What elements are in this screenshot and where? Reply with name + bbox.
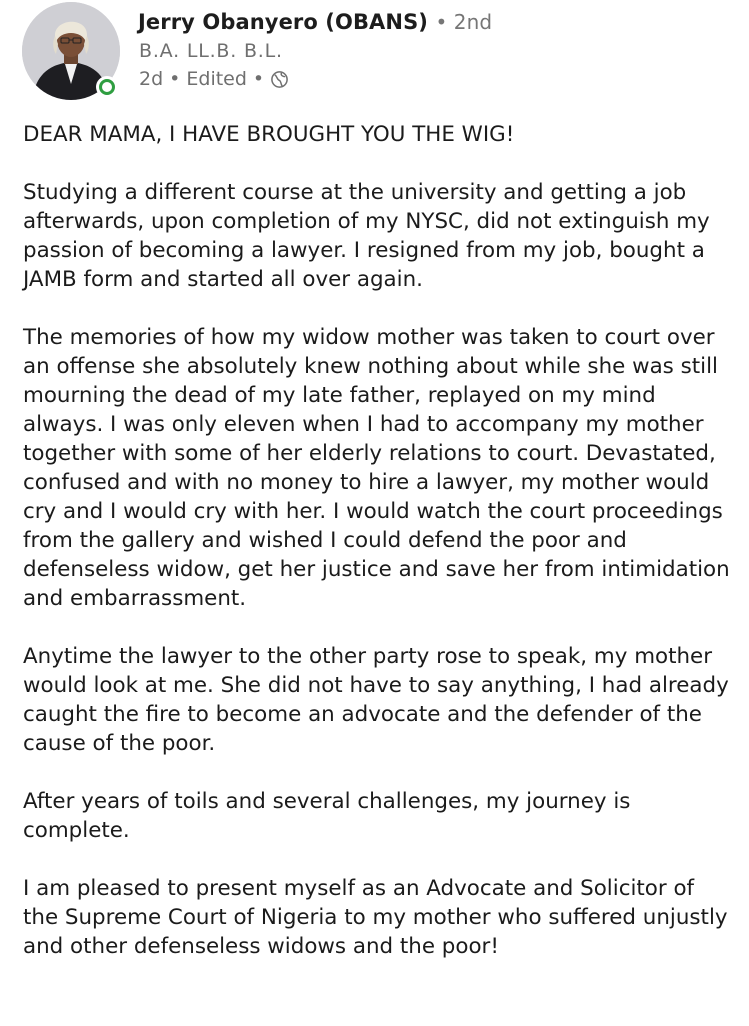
edited-label: Edited <box>186 68 247 90</box>
post-paragraph: After years of toils and several challenges, my journey is complete. <box>23 789 631 843</box>
globe-icon <box>270 70 289 89</box>
online-status-indicator <box>96 76 118 98</box>
meta-separator: • <box>252 68 265 90</box>
post-paragraph: The memories of how my widow mother was taken to court over an offense she absolutely knew nothing about while she was still mourning the dead of my late father, replayed on my mind always. I was only eleven when I had to accompany my mother together with some of her elderly relations to court. Devastated, confused and with no money to hire a lawyer, my mother would cry and I would cry with her. I would watch the court proceedings from the gallery and wished I could defend the poor and defenseless widow, get her justice and save her from intimidation and embarrassment. <box>23 325 730 611</box>
author-name-line[interactable] <box>138 10 492 34</box>
post-meta <box>139 68 289 90</box>
author-avatar-wrap[interactable] <box>22 2 120 100</box>
post-paragraph: I am pleased to present myself as an Advocate and Solicitor of the Supreme Court of Nigeria to my mother who suffered unjustly and other defenseless widows and the poor! <box>23 876 728 959</box>
post-time: 2d <box>139 68 164 90</box>
post-body <box>23 120 735 990</box>
meta-separator: • <box>169 68 181 90</box>
post-paragraph: Studying a different course at the university and getting a job afterwards, upon completion of my NYSC, did not extinguish my passion of becoming a lawyer. I resigned from my job, bought a JAMB form and started all over again. <box>23 180 710 292</box>
author-name[interactable]: Jerry Obanyero (OBANS) <box>138 10 429 34</box>
post-header <box>22 2 722 102</box>
author-headline: B.A. LL.B. B.L. <box>139 40 283 62</box>
post-paragraph: Anytime the lawyer to the other party rose to speak, my mother would look at me. She did not have to say anything, I had already caught the fire to become an advocate and the defender of the cause of the poor. <box>23 644 729 756</box>
post-paragraph: DEAR MAMA, I HAVE BROUGHT YOU THE WIG! <box>23 122 515 147</box>
connection-degree: • 2nd <box>435 10 493 34</box>
